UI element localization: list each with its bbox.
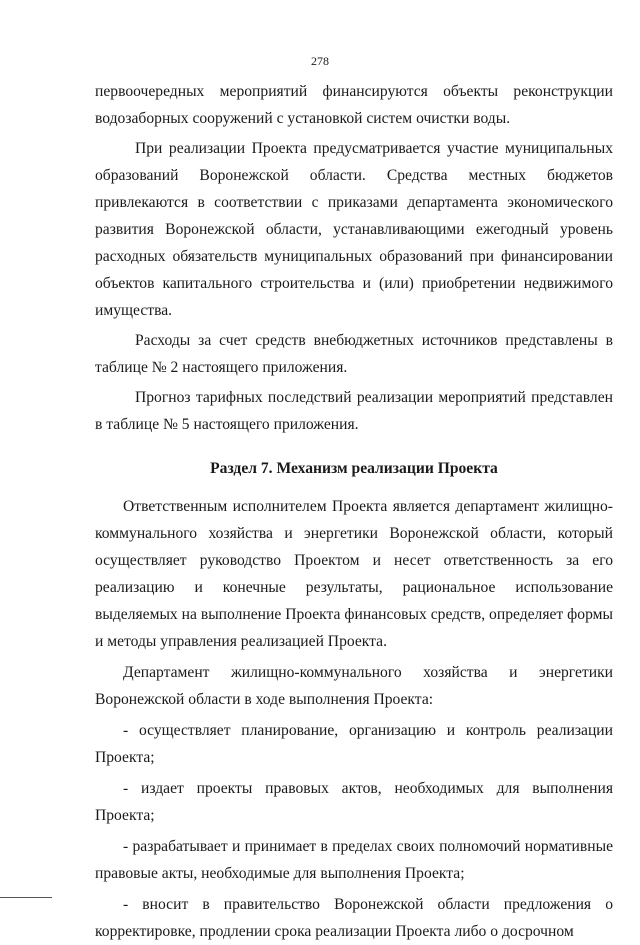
list-item-4: - вносит в правительство Воронежской области предложения о корректировке, продлении срока реализации Проекта либо о досрочном [95,896,613,940]
footnote-divider [0,897,52,898]
list-item-3: - разрабатывает и принимает в пределах своих полномочий нормативные правовые акты, необходимые для выполнения Проекта; [95,838,613,882]
paragraph-6: Департамент жилищно-коммунального хозяйства и энергетики Воронежской области в ходе выполнения Проекта: [95,664,613,708]
paragraph-5: Ответственным исполнителем Проекта является департамент жилищно-коммунального хозяйства и энергетики Воронежской области, который осуществляет руководство Проектом и несет ответственность за его реализацию и конечные результаты, рациональное использование выделяемых на выполнение Проекта финансовых средств, определяет формы и методы управления реализацией Проекта. [95,498,613,650]
list-item-2: - издает проекты правовых актов, необходимых для выполнения Проекта; [95,780,613,824]
paragraph-4: Прогноз тарифных последствий реализации мероприятий представлен в таблице № 5 настоящего приложения. [95,389,613,433]
section-title: Раздел 7. Механизм реализации Проекта [210,460,498,477]
paragraph-3: Расходы за счет средств внебюджетных источников представлены в таблице № 2 настоящего приложения. [95,332,613,376]
document-body [95,78,613,945]
page-number: 278 [311,54,329,68]
paragraph-1: первоочередных мероприятий финансируются объекты реконструкции водозаборных сооружений с установкой систем очистки воды. [95,83,613,127]
paragraph-2: При реализации Проекта предусматривается участие муниципальных образований Воронежской области. Средства местных бюджетов привлекаются в соответствии с приказами департамента экономического развития Воронежской области, устанавливающими ежегодный уровень расходных обязательств муниципальных образований при финансировании объектов капитального строительства и (или) приобретении недвижимого имущества. [95,140,613,319]
list-item-1: - осуществляет планирование, организацию и контроль реализации Проекта; [95,722,613,766]
